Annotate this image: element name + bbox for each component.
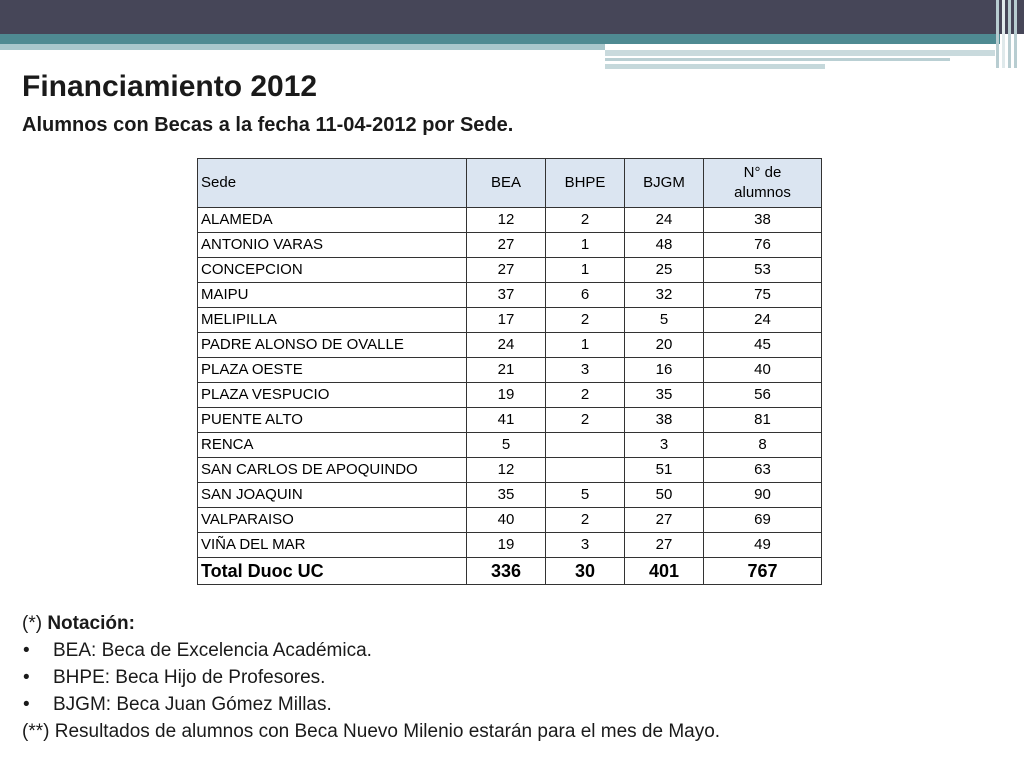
cell-bhpe: [546, 458, 625, 483]
table-row: [198, 258, 822, 283]
notation-item-bea: • BEA: Beca de Excelencia Académica.: [22, 637, 720, 664]
header-total-students: [704, 159, 822, 208]
cell-bhpe: 3: [546, 358, 625, 383]
cell-bjgm: 27: [625, 533, 704, 558]
header-bhpe: BHPE: [546, 159, 625, 208]
total-bhpe: 30: [546, 558, 625, 585]
cell-bhpe: 3: [546, 533, 625, 558]
cell-sede: PUENTE ALTO: [198, 408, 467, 433]
table-body: [198, 208, 822, 558]
cell-sede: VALPARAISO: [198, 508, 467, 533]
cell-bhpe: 2: [546, 508, 625, 533]
notation-label: Notación:: [47, 613, 135, 634]
cell-bea: 5: [467, 433, 546, 458]
cell-total: 53: [704, 258, 822, 283]
cell-bjgm: 27: [625, 508, 704, 533]
cell-total: 24: [704, 308, 822, 333]
header-accent-stripe: [0, 34, 1000, 44]
table-row: [198, 358, 822, 383]
table-row: [198, 458, 822, 483]
cell-bea: 27: [467, 258, 546, 283]
cell-bhpe: 1: [546, 333, 625, 358]
cell-total: 8: [704, 433, 822, 458]
cell-bea: 24: [467, 333, 546, 358]
table-row: [198, 483, 822, 508]
cell-sede: PLAZA VESPUCIO: [198, 383, 467, 408]
cell-bjgm: 3: [625, 433, 704, 458]
table-row: [198, 208, 822, 233]
cell-bjgm: 35: [625, 383, 704, 408]
cell-bea: 12: [467, 208, 546, 233]
cell-bea: 19: [467, 533, 546, 558]
cell-bhpe: 1: [546, 233, 625, 258]
cell-bea: 40: [467, 508, 546, 533]
cell-total: 69: [704, 508, 822, 533]
decorative-vertical-stripes: [996, 0, 1018, 68]
cell-bea: 41: [467, 408, 546, 433]
cell-total: 40: [704, 358, 822, 383]
header-total-line1: N° de: [743, 164, 782, 181]
table-row: [198, 308, 822, 333]
cell-bjgm: 25: [625, 258, 704, 283]
cell-bhpe: 1: [546, 258, 625, 283]
notes-section: [22, 610, 720, 745]
cell-bea: 19: [467, 383, 546, 408]
table-row: [198, 508, 822, 533]
cell-sede: ALAMEDA: [198, 208, 467, 233]
cell-bhpe: 2: [546, 308, 625, 333]
header-accent-stripe-light: [0, 44, 605, 50]
table-row: [198, 283, 822, 308]
footer-note: (**) Resultados de alumnos con Beca Nuevo Milenio estarán para el mes de Mayo.: [22, 721, 721, 742]
cell-sede: CONCEPCION: [198, 258, 467, 283]
total-label: Total Duoc UC: [198, 558, 467, 585]
cell-sede: SAN CARLOS DE APOQUINDO: [198, 458, 467, 483]
notation-item-bhpe: • BHPE: Beca Hijo de Profesores.: [22, 664, 720, 691]
notation-heading: [22, 610, 720, 637]
table-row: [198, 383, 822, 408]
cell-sede: RENCA: [198, 433, 467, 458]
cell-total: 75: [704, 283, 822, 308]
table-row: [198, 333, 822, 358]
header-total-line2: alumnos: [734, 184, 791, 201]
cell-bea: 17: [467, 308, 546, 333]
cell-bea: 12: [467, 458, 546, 483]
cell-bjgm: 50: [625, 483, 704, 508]
cell-bjgm: 51: [625, 458, 704, 483]
cell-bea: 35: [467, 483, 546, 508]
cell-total: 56: [704, 383, 822, 408]
cell-bjgm: 38: [625, 408, 704, 433]
cell-bhpe: 2: [546, 383, 625, 408]
notation-item-bjgm: • BJGM: Beca Juan Gómez Millas.: [22, 691, 720, 718]
cell-total: 90: [704, 483, 822, 508]
cell-bea: 21: [467, 358, 546, 383]
cell-total: 76: [704, 233, 822, 258]
cell-bjgm: 24: [625, 208, 704, 233]
cell-bjgm: 16: [625, 358, 704, 383]
cell-bea: 27: [467, 233, 546, 258]
cell-sede: PADRE ALONSO DE OVALLE: [198, 333, 467, 358]
cell-total: 81: [704, 408, 822, 433]
table-row: [198, 233, 822, 258]
cell-total: 38: [704, 208, 822, 233]
cell-bea: 37: [467, 283, 546, 308]
cell-bhpe: 6: [546, 283, 625, 308]
cell-bhpe: [546, 433, 625, 458]
header-banner: [0, 0, 1024, 34]
total-students: 767: [704, 558, 822, 585]
header-bea: BEA: [467, 159, 546, 208]
table-header-row: [198, 159, 822, 208]
cell-bhpe: 5: [546, 483, 625, 508]
notation-prefix: (*): [22, 613, 48, 634]
page-subtitle: Alumnos con Becas a la fecha 11-04-2012 por Sede.: [22, 114, 514, 136]
total-bea: 336: [467, 558, 546, 585]
total-bjgm: 401: [625, 558, 704, 585]
table-row: [198, 433, 822, 458]
notation-list: [22, 637, 720, 718]
cell-bjgm: 5: [625, 308, 704, 333]
table-total-row: [198, 558, 822, 585]
cell-sede: MAIPU: [198, 283, 467, 308]
cell-bjgm: 20: [625, 333, 704, 358]
cell-total: 45: [704, 333, 822, 358]
cell-total: 49: [704, 533, 822, 558]
cell-sede: VIÑA DEL MAR: [198, 533, 467, 558]
decorative-bar: [605, 64, 825, 69]
page-title: Financiamiento 2012: [22, 70, 318, 103]
header-bjgm: BJGM: [625, 159, 704, 208]
cell-bjgm: 32: [625, 283, 704, 308]
cell-sede: SAN JOAQUIN: [198, 483, 467, 508]
cell-bhpe: 2: [546, 208, 625, 233]
table-row: [198, 408, 822, 433]
decorative-bar: [605, 58, 950, 61]
cell-sede: PLAZA OESTE: [198, 358, 467, 383]
header-sede: Sede: [198, 159, 467, 208]
cell-total: 63: [704, 458, 822, 483]
cell-sede: MELIPILLA: [198, 308, 467, 333]
scholarship-table: [197, 158, 822, 585]
table-row: [198, 533, 822, 558]
cell-bhpe: 2: [546, 408, 625, 433]
cell-bjgm: 48: [625, 233, 704, 258]
cell-sede: ANTONIO VARAS: [198, 233, 467, 258]
decorative-bar: [605, 50, 995, 56]
